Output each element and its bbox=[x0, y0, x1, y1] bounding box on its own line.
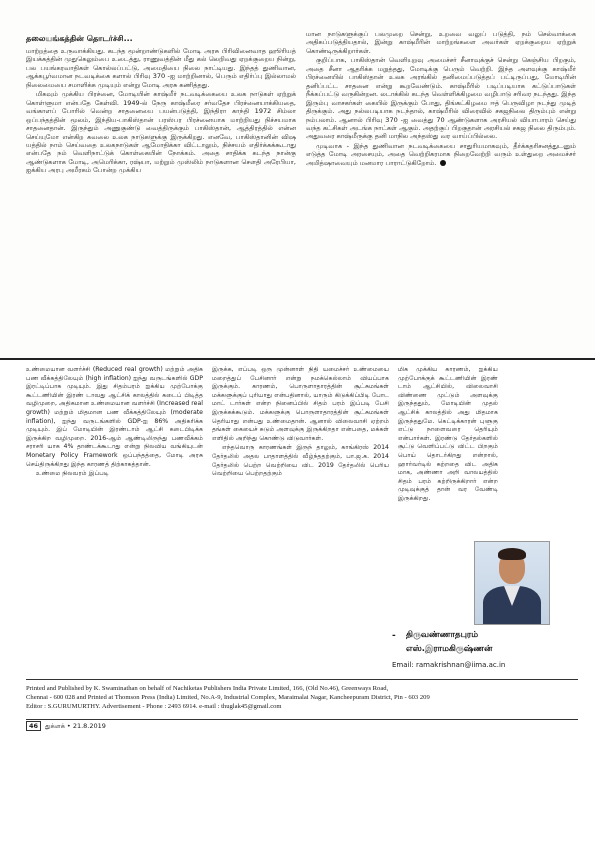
article-column-2 bbox=[212, 366, 389, 668]
paragraph: எந்தவொரு காரணங்கள் இருந் தாலும், காங்கிரஸ் 2014 தேர்தலில் அதல பாதாளத்தில் வீழ்ந்ததற்கும், பா.ஜ.க. 2014 தேர்தலில் பெற்ற வெற்றியை விட 2019 தேர்தலில் பெரிய வெற்றியை பெற்றதற்கும் bbox=[212, 444, 389, 478]
author-name: எஸ்.இராமகிருஷ்ணன் bbox=[406, 644, 493, 654]
paragraph: மிகவும் முக்கிய பிரச்னை, மோடியின் காஷ்மீர் நடவடிக்கையை உலக நாடுகள் ஏற்றுக் கொள்ளுமா என்பதே கேள்வி. 1949-ல் நேரு காஷ்மீரை சர்வதேச பிரச்னையாக்கியதை, வங்காளப் போரில் வென்ற சாதனையை பயன்படுத்தி, இந்திரா காந்தி 1972 சிம்லா ஒப்பந்தத்தின் மூலம், இந்திய-பாகிஸ்தான் பரஸ்பர பிரச்னையாக மாற்றியது நிச்சயமாக சாதனைதான். இருந்தும் அணுகுண்டு வைத்திருக்கும் பாகிஸ்தான், ஆத்திரத்தில் என்ன செய்யுமோ என்கிற கவலை உலக நாடுகளுக்கு இருக்கிறது. எனவே, பாகிஸ்தானின் விஷ யத்தில் நாம் செய்வதை உலகநாடுகள் ஆமோதிக்கா விட்டாலும், நிச்சயம் எதிர்க்கக்கூடாது என்பதே நம் வெளிநாட்டுக் கொள்கையின் நோக்கம். அதை சாதிக்க கடந்த நான்கு ஆண்டுகளாக மோடி, அமெரிக்கா, ரஷ்யா, மற்றும் முஸ்லிம் நாடுகளான சௌதி அரேபியா, ஐக்கிய அரபு அமீரகம் போன்ற முக்கிய bbox=[26, 90, 296, 175]
photo-hair-shape bbox=[498, 548, 526, 560]
issue-label: துக்ளக் • 21.8.2019 bbox=[45, 721, 106, 730]
imprint-line: Chennai - 600 028 and Printed at Thomson Press (India) Limited, No.A-9, Industrial Complex, Maraimalai Nagar, Kancheepuram District, Pin - 603 209 bbox=[26, 694, 430, 701]
editorial-left-column bbox=[26, 30, 296, 358]
paragraph: உண்மையான வளர்ச்சி (Reduced real growth) மற்றும் அதிக பண வீக்கத்திலேயும் (high inflation) ஐந்து வருடங்களில் GDP இரட்டிப்பாக முடியும். இது சிதம்பரம் ஐக்கிய முற்போக்கு கூட்டணியின் இரண் டாவது ஆட்சிக் காலத்தில் கடைப் பிடித்த வழிமுறை, அதிகமான உண்மையான வளர்ச்சி (Increased real growth) மற்றும் மிதமான பண வீக்கத்திலேயும் (moderate inflation), ஐந்து வருடங்களில் GDP-ஐ 86% அதிகரிக்க முடியும். இப் மோடியின் இரண்டாம் ஆட்சி கடைபிடிக்க இருக்கிற வழிமுறை. 2016-ஆம் ஆண்டிலிருந்து பணவீக்கம் சராசரி யாக 4% தாண்டக்கூடாது என்று நிலவிய வங்கியுடன் Monetary Policy Framework ஒப்பந்தத்தை, மோடி அரசு செய்திருக்கிறது இந்த காரணத் திற்காகத்தான். bbox=[26, 366, 203, 468]
imprint-footer bbox=[26, 679, 578, 711]
author-email: Email: ramakrishnan@iima.ac.in bbox=[392, 661, 506, 669]
paragraph bbox=[306, 142, 576, 167]
section-divider bbox=[0, 358, 595, 360]
paragraph: மாற்றத்தை உருவாக்கியது. கடந்த மூன்றாண்டுகளில் மோடி அரசு பிரிவினைவாத ஹூரியத் இயக்கத்தின் முதுகெலும்பை உடைத்து, ராணுவத்தின் மீது கல் லெறிவது ஏறக்குறைய நின்று, பல பயங்கரவாதிகள் கொல்லப்பட்டு, அமைதியை நிலை நாட்டியது. இந்தத் துணிவான, ஆக்கபூர்வமான நடவடிக்கை களால் பிரிவு 370 -ஐ மாற்றினால், பெரும் எதிர்ப்பு இல்லாமல் நிலைமையை சமாளிக்க முடியும் என்று மோடி அரசு கணித்தது. bbox=[26, 47, 296, 89]
paragraph: குறிப்பாக, பாகிஸ்தான் வெளியுறவு அமைச்சர் சீனாவுக்குச் சென்று கெஞ்சிய பிறகும், அதை சீனா ஆதரிக்க மறுத்தது, மோடிக்கு பெரும் வெற்றி. இந்த அளவுக்கு காஷ்மீர் பிரச்னையில் பாகிஸ்தான் உலக அரங்கில் தனிமைப்படுத்தப் பட்டிருப்பது, மோடியின் தனிப்பட்ட சாதனை என்று கூறவேண்டும். காஷ்மீரில் படிப்படியாக கட்டுப்பாடுகள் நீக்கப்பட்டு வருகின்றன. லடாக்கில் கடந்த வெள்ளிக்கிழமை வழிபாடு சரிவர நடந்தது. இந்த இரும்பு வாசகர்கள் கையில் இருக்கும் போது, திங்கட்கிழமை ஈத் பெருவிழா நடந்து முடித் திருக்கும். அது நல்லபடியாக நடந்தால், காஷ்மீரில் விரைவில் சகஜநிலை திரும்பும் என்று நம்பலாம். ஆனால் பிரிவு 370 -ஐ வைத்து 70 ஆண்டுகளாக அரசியல் வியாபாரம் செய்து வந்த கட்சிகள் அடங்க நாட்கள் ஆகும். அதற்குப் பிறகுதான் அரசியல் சகஜ நிலை திரும்பும். அதுவரை காஷ்மீருக்கு தனி மாநில அந்தஸ்து வர வாய்ப்பில்லை. bbox=[306, 56, 576, 141]
paragraph: மான நாடுகளுக்குப் பலமுறை சென்று, உறவை வலுப் படுத்தி, நம் செல்வாக்கை அதிகப்படுத்தியதால், இன்று காஷ்மீரின் மாற்றங்களை அவர்கள் ஏறக்குறைய ஏற்றுக் கொண்டிருக்கிறார்கள். bbox=[306, 30, 576, 55]
author-photo bbox=[474, 541, 550, 625]
paragraph: இருக்க, எப்படி ஒரு முன்னாள் நிதி யமைச்சர் உண்மையை மறைத்துப் பேசினார் என்று நமக்கெல்லாம் வியப்பாக இருக்கும். காரணம், பொருளாதாரத்தின் சூட்சுமங்கள் மக்களுக்குப் புரியாது என்பதினால், யாரும் கிடுக்கிப்பிடி போட மாட் டார்கள் என்ற நினைப்பில் சிதம் பரம் இப்படி பேசி இருக்கக்கூடும். மக்களுக்கு பொருளாதாரத்தின் சூட்சுமங்கள் தெரியாது என்பது உண்மைதான். ஆனால் விலைவாசி ஏற்றம் தங்கள் கையைச் சுடும் அளவுக்கு இருக்கிறதா என்பதை, மக்கள் எளிதில் அறிந்து கொண்டு விடுவார்கள். bbox=[212, 366, 389, 442]
author-block bbox=[392, 541, 582, 669]
end-of-article-mark bbox=[440, 160, 446, 166]
page-folio bbox=[26, 719, 578, 732]
imprint-line: Editor : S.GURUMURTHY. Advertisement - Phone : 2493 6914. e-mail : thuglak45@gmail.com bbox=[26, 703, 282, 710]
article-column-1 bbox=[26, 366, 203, 668]
section-heading: தலையங்கத்தின் தொடர்ச்சி... bbox=[26, 34, 133, 43]
page-number: 46 bbox=[26, 721, 41, 731]
paragraph-text: முடிவாக - இந்த துணிவான நடவடிக்கையை சாதுரியமாகவும், தீர்க்கதரிசனத்துடனும் எடுத்த மோடி அரசையும், அதை வெற்றிகரமாக நிறைவேற்றி வரும் உள்துறை அமைச்சர் அமித்ஷாவையும் மனமார பாராட்டுகிறோம். bbox=[306, 141, 576, 167]
author-dash: - bbox=[392, 631, 396, 641]
imprint-line: Printed and Published by K. Swaminathan on behalf of Nachiketas Publishers India Private Limited, 166, (Old No.46), Greenways Road, bbox=[26, 685, 389, 692]
editorial-continuation bbox=[26, 30, 576, 358]
editorial-right-column bbox=[306, 30, 576, 358]
author-place: திருவண்ணாதபுரம் bbox=[406, 630, 479, 640]
paragraph: உண்மை நிலவரம் இப்படி bbox=[36, 470, 109, 478]
paragraph: மிக முக்கிய காரணம், ஐக்கிய முற்போக்குக் கூட்டணியின் இரண் டாம் ஆட்சியில், விலைவாசி விண்ணை முட்டும் அளவுக்கு இருந்ததும், மோடியின் முதல் ஆட்சிக் காலத்தில் அது மிதமாக இருந்ததுமே. கெட்டிக்காரன் புளுகு எட்டு நாளைவரை தெரியும் என்பார்கள். இரண்டு தேர்தல்களில் சூட்டு வெளிப்பட்டு விட்ட பிறகும் பொய் தொடர்கிறது என்றால், ஹார்வர்டில் கற்றதை விட அதிக மாக, அண்ணா அறி வாலயத்தில் சிதம் பரம் கற்றிருக்கிறார் என்ற முடிவுக்குத் தான் வர வேண்டி இருக்கிறது. bbox=[398, 366, 498, 502]
